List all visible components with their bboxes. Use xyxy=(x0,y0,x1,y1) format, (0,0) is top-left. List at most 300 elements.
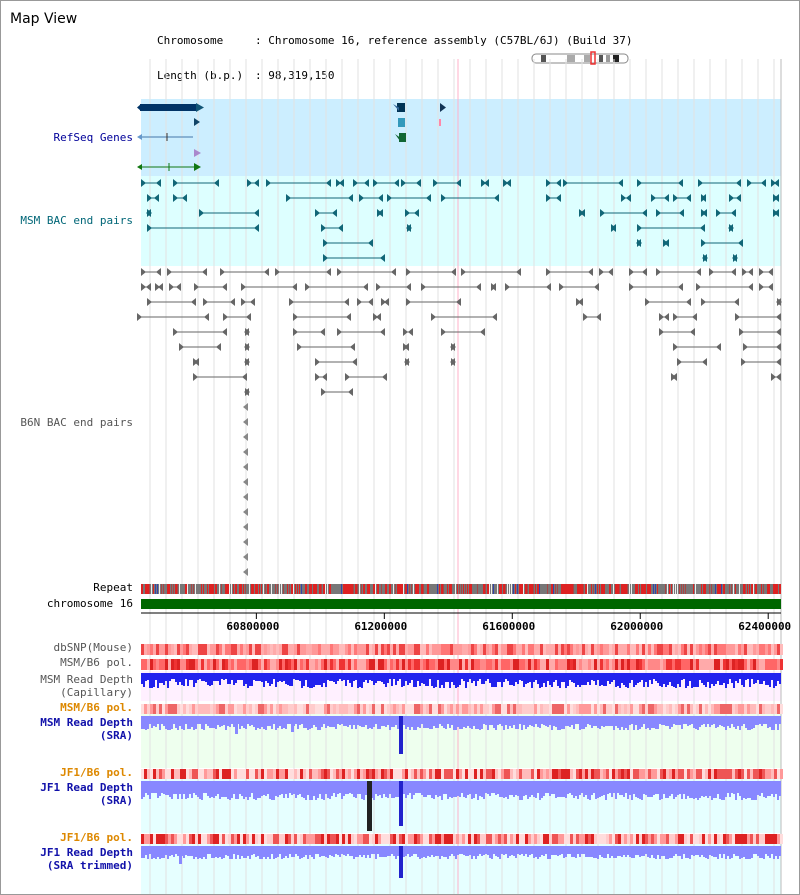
b6n-bac-pair-end xyxy=(408,328,413,336)
msm-sra-depth-bar xyxy=(411,716,413,727)
jf1-trim-depth-bar xyxy=(563,846,565,858)
dbsnp-cell xyxy=(729,644,732,655)
msm-capillary-depth-bar xyxy=(615,673,617,687)
jf1-trim-depth-bar xyxy=(333,846,335,857)
jf1-sra-depth-bar xyxy=(705,781,707,796)
jf1-b6-pol-cell xyxy=(183,769,186,779)
jf1-b6-pol-cell xyxy=(381,769,384,779)
msm-capillary-depth-bar xyxy=(503,673,505,682)
jf1-sra-depth-bar-spike xyxy=(399,781,403,826)
msm-capillary-depth-bar xyxy=(779,673,781,684)
msm-capillary-depth-bar xyxy=(603,673,605,686)
repeat-element xyxy=(627,584,628,594)
msm-b6-pol-2-cell xyxy=(411,704,414,714)
repeat-element xyxy=(151,584,152,594)
msm-sra-depth-bar xyxy=(595,716,597,726)
jf1-trim-depth-bar xyxy=(593,846,595,858)
repeat-element xyxy=(229,584,230,594)
jf1-b6-pol-cell xyxy=(237,769,240,779)
b6n-bac-pair-end xyxy=(742,268,747,276)
dbsnp-cell xyxy=(309,644,312,655)
msm-capillary-depth-bar xyxy=(311,673,313,688)
b6n-bac-pair-end xyxy=(686,298,691,306)
jf1-b6-pol-2-cell xyxy=(351,834,354,844)
msm-b6-pol-2-cell xyxy=(264,704,267,714)
msm-b6-pol-cell xyxy=(735,659,738,670)
track-label-msm-depth-sra-sub: (SRA) xyxy=(99,729,133,742)
repeat-element xyxy=(671,584,672,594)
jf1-sra-depth-bar xyxy=(729,781,731,797)
msm-capillary-depth-bar xyxy=(259,673,261,681)
track-label-dbsnp[interactable]: dbSNP(Mouse) xyxy=(53,641,133,654)
jf1-sra-depth-bar xyxy=(365,781,367,795)
jf1-trim-depth-bar xyxy=(465,846,467,856)
jf1-trim-depth-bar xyxy=(693,846,695,856)
msm-sra-depth-bar xyxy=(303,716,305,728)
jf1-b6-pol-cell xyxy=(231,769,234,779)
msm-capillary-depth-bar xyxy=(567,673,569,686)
jf1-sra-depth-bar xyxy=(165,781,167,795)
msm-b6-pol-2-cell xyxy=(213,704,216,714)
repeat-element xyxy=(325,584,326,594)
jf1-trim-depth-bar xyxy=(687,846,689,858)
msm-b6-pol-cell xyxy=(453,659,456,670)
jf1-b6-pol-2-cell xyxy=(156,834,159,844)
jf1-sra-depth-bar xyxy=(431,781,433,798)
msm-b6-pol-2-cell xyxy=(687,704,690,714)
msm-capillary-depth-bar xyxy=(499,673,501,682)
jf1-b6-pol-2-cell xyxy=(255,834,258,844)
msm-capillary-depth-bar xyxy=(577,673,579,685)
msm-capillary-depth-bar xyxy=(373,673,375,685)
track-label-jf1-b6-pol-2[interactable]: JF1/B6 pol. xyxy=(60,831,133,844)
msm-b6-pol-2-cell xyxy=(777,704,780,714)
msm-sra-depth-bar xyxy=(761,716,763,726)
repeat-element xyxy=(377,584,379,594)
msm-b6-pol-2-cell xyxy=(780,704,783,714)
jf1-sra-depth-bar xyxy=(589,781,591,800)
jf1-trim-depth-bar xyxy=(543,846,545,856)
msm-capillary-depth-bar xyxy=(445,673,447,682)
msm-b6-pol-2-cell xyxy=(651,704,654,714)
dbsnp-cell xyxy=(243,644,246,655)
msm-b6-pol-2-cell xyxy=(225,704,228,714)
jf1-trim-depth-bar xyxy=(343,846,345,855)
jf1-b6-pol-cell xyxy=(759,769,762,779)
msm-b6-pol-2-cell xyxy=(195,704,198,714)
msm-b6-pol-cell xyxy=(441,659,444,670)
msm-b6-pol-2-cell xyxy=(321,704,324,714)
msm-sra-depth-bar xyxy=(447,716,449,724)
jf1-sra-depth-bar xyxy=(723,781,725,800)
track-label-msm-bac[interactable]: MSM BAC end pairs xyxy=(20,214,133,227)
dbsnp-cell xyxy=(360,644,363,655)
msm-b6-pol-cell xyxy=(252,659,255,670)
jf1-b6-pol-cell xyxy=(420,769,423,779)
msm-sra-depth-bar xyxy=(301,716,303,724)
dbsnp-cell xyxy=(705,644,708,655)
repeat-element xyxy=(175,584,177,594)
jf1-b6-pol-cell xyxy=(441,769,444,779)
jf1-sra-depth-bar xyxy=(627,781,629,799)
jf1-sra-depth-bar xyxy=(749,781,751,798)
msm-b6-pol-2-cell xyxy=(183,704,186,714)
jf1-sra-depth-bar xyxy=(537,781,539,793)
msm-capillary-depth-bar xyxy=(755,673,757,683)
msm-sra-depth-bar xyxy=(729,716,731,728)
msm-b6-pol-cell xyxy=(186,659,189,670)
jf1-sra-depth-bar xyxy=(619,781,621,795)
jf1-trim-depth-bar xyxy=(645,846,647,854)
jf1-trim-depth-bar xyxy=(715,846,717,857)
jf1-sra-depth-bar xyxy=(691,781,693,798)
jf1-b6-pol-cell xyxy=(756,769,759,779)
msm-b6-pol-cell xyxy=(318,659,321,670)
msm-b6-pol-2-cell xyxy=(306,704,309,714)
msm-b6-pol-2-cell xyxy=(336,704,339,714)
jf1-trim-depth-bar xyxy=(455,846,457,859)
jf1-b6-pol-cell xyxy=(687,769,690,779)
repeat-element xyxy=(517,584,518,594)
jf1-b6-pol-cell xyxy=(663,769,666,779)
msm-b6-pol-cell xyxy=(654,659,657,670)
repeat-element xyxy=(677,584,678,594)
msm-b6-pol-cell xyxy=(744,659,747,670)
dbsnp-cell xyxy=(615,644,618,655)
jf1-sra-depth-bar xyxy=(409,781,411,793)
jf1-b6-pol-2-cell xyxy=(579,834,582,844)
jf1-b6-pol-2-cell xyxy=(423,834,426,844)
msm-sra-depth-bar xyxy=(425,716,427,728)
jf1-trim-depth-bar xyxy=(589,846,591,857)
msm-capillary-depth-bar xyxy=(573,673,575,683)
jf1-b6-pol-2-cell xyxy=(501,834,504,844)
jf1-sra-depth-bar xyxy=(601,781,603,796)
jf1-trim-depth-bar xyxy=(289,846,291,854)
msm-sra-depth-bar xyxy=(169,716,171,730)
jf1-trim-depth-bar xyxy=(447,846,449,859)
msm-capillary-depth-bar xyxy=(657,673,659,683)
msm-capillary-depth-bar xyxy=(773,673,775,688)
b6n-bac-pair-end xyxy=(678,283,683,291)
dbsnp-cell xyxy=(165,644,168,655)
jf1-b6-pol-2-cell xyxy=(735,834,738,844)
jf1-trim-depth-bar xyxy=(587,846,589,857)
jf1-b6-pol-2-cell xyxy=(642,834,645,844)
b6n-bac-pair-end xyxy=(321,388,326,396)
msm-sra-depth-bar xyxy=(513,716,515,725)
msm-b6-pol-cell xyxy=(273,659,276,670)
track-label-jf1-b6-pol[interactable]: JF1/B6 pol. xyxy=(60,766,133,779)
msm-b6-pol-2-cell xyxy=(747,704,750,714)
msm-b6-pol-2-cell xyxy=(630,704,633,714)
msm-sra-depth-bar xyxy=(389,716,391,730)
jf1-trim-depth-bar xyxy=(427,846,429,856)
jf1-sra-depth-bar xyxy=(377,781,379,796)
msm-b6-pol-2-cell xyxy=(657,704,660,714)
jf1-sra-depth-bar xyxy=(213,781,215,798)
jf1-sra-depth-bar xyxy=(429,781,431,795)
jf1-b6-pol-2-cell xyxy=(246,834,249,844)
jf1-trim-depth-bar xyxy=(253,846,255,854)
msm-capillary-depth-bar xyxy=(143,673,145,687)
jf1-b6-pol-cell xyxy=(276,769,279,779)
jf1-trim-depth-bar xyxy=(219,846,221,857)
msm-b6-pol-cell xyxy=(183,659,186,670)
repeat-element xyxy=(221,584,222,594)
msm-b6-pol-2-cell xyxy=(528,704,531,714)
jf1-sra-depth-bar xyxy=(423,781,425,797)
jf1-trim-depth-bar xyxy=(483,846,485,855)
msm-b6-pol-cell xyxy=(243,659,246,670)
msm-capillary-depth-bar xyxy=(601,673,603,685)
repeat-element xyxy=(293,584,294,594)
jf1-trim-depth-bar xyxy=(185,846,187,855)
repeat-element xyxy=(723,584,725,594)
msm-capillary-depth-bar xyxy=(521,673,523,681)
track-label-jf1-depth-trim[interactable]: JF1 Read Depth xyxy=(40,846,133,859)
jf1-trim-depth-bar xyxy=(555,846,557,855)
msm-capillary-depth-bar xyxy=(159,673,161,683)
msm-capillary-depth-bar xyxy=(293,673,295,679)
track-label-msm-depth-sra[interactable]: MSM Read Depth xyxy=(40,716,133,729)
jf1-sra-depth-bar xyxy=(529,781,531,797)
msm-b6-pol-2-cell xyxy=(549,704,552,714)
msm-sra-depth-bar xyxy=(179,716,181,726)
repeat-element xyxy=(743,584,745,594)
msm-capillary-depth-bar xyxy=(557,673,559,686)
msm-sra-depth-bar xyxy=(289,716,291,724)
msm-sra-depth-bar xyxy=(349,716,351,725)
jf1-trim-depth-bar xyxy=(747,846,749,859)
dbsnp-cell xyxy=(153,644,156,655)
track-label-repeat[interactable]: Repeat xyxy=(93,581,133,594)
msm-capillary-depth-bar xyxy=(323,673,325,683)
jf1-b6-pol-cell xyxy=(258,769,261,779)
msm-b6-pol-2-cell xyxy=(639,704,642,714)
jf1-trim-depth-bar xyxy=(467,846,469,856)
msm-b6-pol-cell xyxy=(312,659,315,670)
jf1-trim-depth-bar xyxy=(365,846,367,858)
jf1-b6-pol-2-cell xyxy=(675,834,678,844)
jf1-b6-pol-cell xyxy=(144,769,147,779)
repeat-element xyxy=(167,584,169,594)
b6n-bac-pair-end xyxy=(480,328,485,336)
dbsnp-cell xyxy=(495,644,498,655)
jf1-trim-depth-bar xyxy=(463,846,465,855)
jf1-sra-depth-bar xyxy=(229,781,231,800)
msm-capillary-depth-bar xyxy=(413,673,415,687)
dbsnp-cell xyxy=(285,644,288,655)
jf1-trim-depth-bar xyxy=(703,846,705,857)
msm-capillary-depth-bar xyxy=(257,673,259,681)
msm-b6-pol-2-cell xyxy=(393,704,396,714)
msm-sra-depth-bar xyxy=(421,716,423,724)
jf1-trim-depth-bar xyxy=(559,846,561,855)
msm-b6-pol-cell xyxy=(474,659,477,670)
msm-capillary-depth-bar xyxy=(223,673,225,680)
msm-capillary-depth-bar xyxy=(419,673,421,686)
msm-capillary-depth-bar xyxy=(207,673,209,685)
dbsnp-cell xyxy=(240,644,243,655)
jf1-sra-depth-bar xyxy=(391,781,393,798)
msm-b6-pol-2-cell xyxy=(243,704,246,714)
track-label-refseq[interactable]: RefSeq Genes xyxy=(53,131,133,144)
repeat-element xyxy=(683,584,684,594)
repeat-element xyxy=(449,584,451,594)
msm-b6-pol-cell xyxy=(327,659,330,670)
msm-b6-pol-2-cell xyxy=(672,704,675,714)
msm-capillary-depth-bar xyxy=(679,673,681,687)
jf1-b6-pol-cell xyxy=(267,769,270,779)
jf1-trim-depth-bar xyxy=(653,846,655,858)
msm-b6-pol-2-cell xyxy=(648,704,651,714)
msm-sra-depth-bar xyxy=(469,716,471,728)
repeat-element xyxy=(233,584,234,594)
jf1-b6-pol-2-cell xyxy=(588,834,591,844)
b6n-bac-pair-end xyxy=(599,268,604,276)
repeat-element xyxy=(487,584,489,594)
b6n-bac-pair-end xyxy=(242,373,247,381)
msm-b6-pol-cell xyxy=(324,659,327,670)
jf1-b6-pol-cell xyxy=(357,769,360,779)
jf1-sra-depth-bar xyxy=(539,781,541,800)
jf1-trim-depth-bar xyxy=(627,846,629,855)
jf1-sra-depth-bar xyxy=(375,781,377,794)
msm-sra-depth-bar xyxy=(187,716,189,729)
track-label-msm-b6-pol-2[interactable]: MSM/B6 pol. xyxy=(60,701,133,714)
jf1-sra-depth-bar xyxy=(181,781,183,799)
msm-capillary-depth-bar xyxy=(301,673,303,688)
jf1-trim-depth-bar xyxy=(317,846,319,854)
jf1-trim-depth-bar xyxy=(619,846,621,856)
msm-b6-pol-cell xyxy=(348,659,351,670)
track-label-b6n-bac[interactable]: B6N BAC end pairs xyxy=(20,416,133,429)
jf1-sra-depth-bar xyxy=(219,781,221,799)
msm-b6-pol-2-cell xyxy=(750,704,753,714)
msm-sra-depth-bar xyxy=(625,716,627,728)
msm-sra-depth-bar xyxy=(619,716,621,730)
msm-b6-pol-2-cell xyxy=(408,704,411,714)
msm-capillary-depth-bar xyxy=(147,673,149,680)
msm-capillary-depth-bar xyxy=(401,673,403,687)
msm-sra-depth-bar xyxy=(307,716,309,730)
repeat-element xyxy=(635,584,637,594)
msm-b6-pol-2-cell xyxy=(510,704,513,714)
msm-capillary-depth-bar xyxy=(247,673,249,688)
b6n-bac-pair-end xyxy=(677,358,682,366)
repeat-element xyxy=(693,584,694,594)
repeat-element xyxy=(355,584,357,594)
repeat-element xyxy=(155,584,156,594)
jf1-b6-pol-cell xyxy=(633,769,636,779)
msm-sra-depth-bar xyxy=(387,716,389,725)
msm-sra-depth-bar xyxy=(427,716,429,728)
msm-sra-depth-bar xyxy=(451,716,453,725)
msm-sra-depth-bar xyxy=(229,716,231,727)
msm-capillary-depth-bar xyxy=(641,673,643,680)
jf1-b6-pol-2-cell xyxy=(744,834,747,844)
msm-capillary-depth-bar xyxy=(179,673,181,682)
msm-sra-depth-bar xyxy=(707,716,709,724)
jf1-b6-pol-2-cell xyxy=(327,834,330,844)
msm-b6-pol-cell xyxy=(465,659,468,670)
dbsnp-cell xyxy=(570,644,573,655)
msm-b6-pol-cell xyxy=(645,659,648,670)
dbsnp-cell xyxy=(690,644,693,655)
jf1-trim-depth-bar xyxy=(357,846,359,857)
repeat-element xyxy=(169,584,170,594)
msm-b6-pol-cell xyxy=(483,659,486,670)
dbsnp-cell xyxy=(699,644,702,655)
jf1-b6-pol-cell xyxy=(465,769,468,779)
ideogram-band xyxy=(567,55,575,62)
msm-b6-pol-2-cell xyxy=(300,704,303,714)
msm-capillary-depth-bar xyxy=(625,673,627,687)
msm-capillary-depth-bar xyxy=(713,673,715,686)
dbsnp-cell xyxy=(552,644,555,655)
msm-capillary-depth-bar xyxy=(371,673,373,681)
track-label-jf1-depth-sra[interactable]: JF1 Read Depth xyxy=(40,781,133,794)
repeat-element xyxy=(511,584,512,594)
jf1-sra-depth-bar xyxy=(659,781,661,800)
jf1-b6-pol-cell xyxy=(555,769,558,779)
msm-capillary-depth-bar xyxy=(279,673,281,681)
msm-sra-depth-bar xyxy=(345,716,347,726)
jf1-sra-depth-bar xyxy=(411,781,413,799)
jf1-sra-depth-bar xyxy=(215,781,217,796)
msm-sra-depth-bar xyxy=(581,716,583,729)
jf1-b6-pol-2-cell xyxy=(330,834,333,844)
jf1-trim-depth-bar xyxy=(225,846,227,855)
jf1-b6-pol-2-cell xyxy=(339,834,342,844)
repeat-element xyxy=(719,584,721,594)
jf1-sra-depth-bar xyxy=(333,781,335,793)
msm-b6-pol-2-cell xyxy=(600,704,603,714)
jf1-trim-depth-bar xyxy=(377,846,379,854)
msm-b6-pol-2-cell xyxy=(273,704,276,714)
jf1-sra-depth-bar xyxy=(485,781,487,793)
msm-b6-pol-cell xyxy=(279,659,282,670)
msm-capillary-depth-bar xyxy=(487,673,489,679)
jf1-b6-pol-2-cell xyxy=(510,834,513,844)
dbsnp-cell xyxy=(549,644,552,655)
jf1-b6-pol-cell xyxy=(573,769,576,779)
dbsnp-cell xyxy=(528,644,531,655)
msm-b6-pol-2-cell xyxy=(405,704,408,714)
jf1-b6-pol-2-cell xyxy=(705,834,708,844)
repeat-element xyxy=(163,584,164,594)
dbsnp-cell xyxy=(270,644,273,655)
jf1-b6-pol-cell xyxy=(645,769,648,779)
dbsnp-cell xyxy=(279,644,282,655)
track-label-msm-b6-pol[interactable]: MSM/B6 pol. xyxy=(60,656,133,669)
jf1-b6-pol-2-cell xyxy=(147,834,150,844)
jf1-trim-depth-bar xyxy=(635,846,637,855)
jf1-sra-depth-bar xyxy=(241,781,243,796)
msm-sra-depth-bar xyxy=(751,716,753,729)
msm-capillary-depth-bar xyxy=(447,673,449,682)
dbsnp-cell xyxy=(759,644,762,655)
msm-b6-pol-2-cell xyxy=(456,704,459,714)
jf1-b6-pol-2-cell xyxy=(657,834,660,844)
track-label-msm-depth-capillary[interactable]: MSM Read Depth xyxy=(40,673,133,686)
msm-b6-pol-2-cell xyxy=(633,704,636,714)
b6n-bac-pair-end xyxy=(167,268,172,276)
msm-b6-pol-2-cell xyxy=(642,704,645,714)
jf1-trim-depth-bar xyxy=(607,846,609,854)
msm-sra-depth-bar xyxy=(719,716,721,725)
